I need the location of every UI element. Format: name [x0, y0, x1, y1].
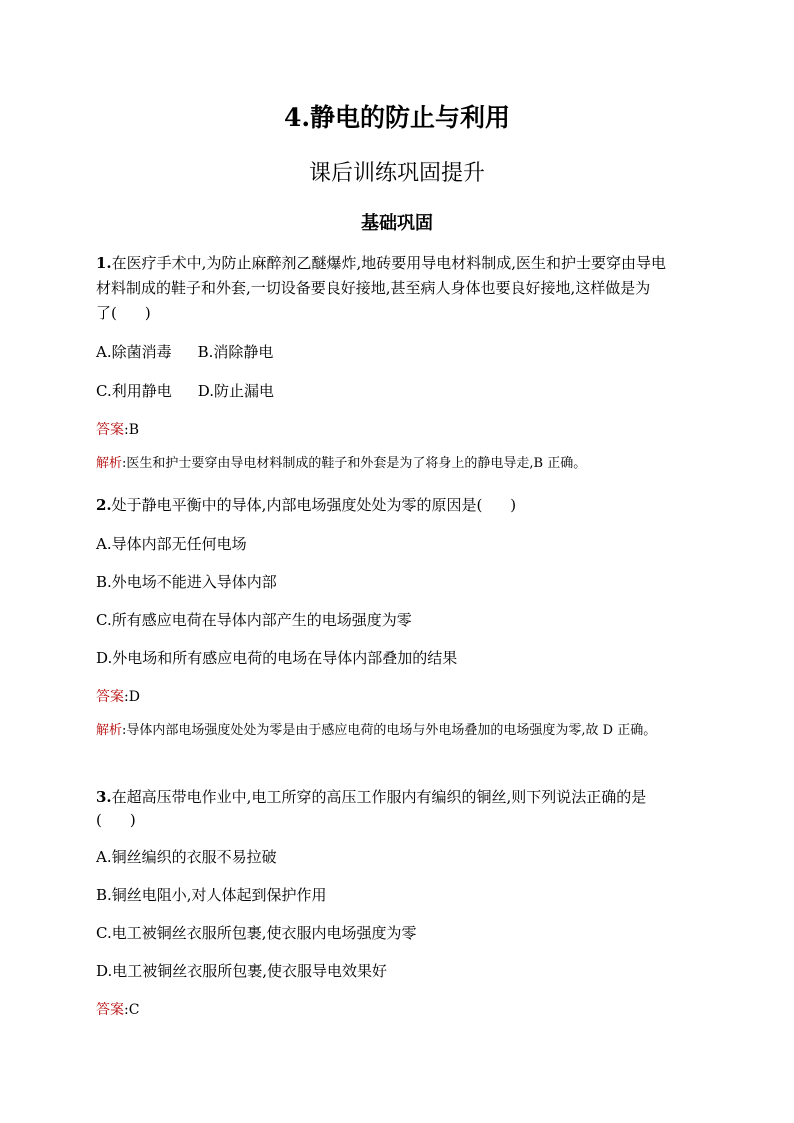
question-1-explanation: 解析:医生和护士要穿由导电材料制成的鞋子和外套是为了将身上的静电导走,B 正确。	[96, 456, 587, 471]
question-3-line-2: ( )	[96, 811, 136, 829]
question-2-explanation: 解析:导体内部电场强度处处为零是由于感应电荷的电场与外电场叠加的电场强度为零,故 D 正确。	[96, 723, 657, 738]
question-3-option-a: A.铜丝编织的衣服不易拉破	[96, 848, 277, 866]
question-2-line-1: 2.处于静电平衡中的导体,内部电场强度处处为零的原因是( )	[96, 496, 517, 514]
question-1-option-d: D.防止漏电	[197, 382, 274, 400]
question-1-option-b: B.消除静电	[197, 343, 274, 361]
question-3-answer: 答案:C	[96, 1002, 140, 1018]
question-1-options-row-1	[96, 341, 273, 362]
page-subtitle: 课后训练巩固提升	[308, 161, 485, 186]
question-2-number: 2.	[96, 496, 112, 514]
question-2-option-a: A.导体内部无任何电场	[96, 535, 247, 553]
question-2-option-d: D.外电场和所有感应电荷的电场在导体内部叠加的结果	[96, 649, 458, 667]
question-1-line-2: 材料制成的鞋子和外套,一切设备要良好接地,甚至病人身体也要良好接地,这样做是为	[96, 279, 651, 297]
question-3-line-1: 3.在超高压带电作业中,电工所穿的高压工作服内有编织的铜丝,则下列说法正确的是	[96, 788, 647, 806]
question-3-option-d: D.电工被铜丝衣服所包裹,使衣服导电效果好	[96, 962, 388, 980]
question-1-answer: 答案:B	[96, 422, 140, 438]
question-3-option-b: B.铜丝电阻小,对人体起到保护作用	[96, 886, 327, 904]
question-3-option-c: C.电工被铜丝衣服所包裹,使衣服内电场强度为零	[96, 924, 417, 942]
question-1-line-1: 1.在医疗手术中,为防止麻醉剂乙醚爆炸,地砖要用导电材料制成,医生和护士要穿由导电	[96, 254, 666, 272]
section-heading: 基础巩固	[361, 213, 433, 234]
question-1-number: 1.	[96, 254, 112, 272]
question-1-option-a: A.除菌消毒	[96, 343, 172, 361]
question-1-line-3: 了( )	[96, 304, 151, 322]
question-3-number: 3.	[96, 788, 112, 806]
question-2-option-c: C.所有感应电荷在导体内部产生的电场强度为零	[96, 611, 412, 629]
question-2-answer: 答案:D	[96, 689, 140, 705]
page-title: 4.静电的防止与利用	[283, 103, 511, 132]
question-1-option-c: C.利用静电	[96, 382, 172, 400]
question-1-options-row-2	[96, 380, 274, 401]
question-2-option-b: B.外电场不能进入导体内部	[96, 573, 277, 591]
